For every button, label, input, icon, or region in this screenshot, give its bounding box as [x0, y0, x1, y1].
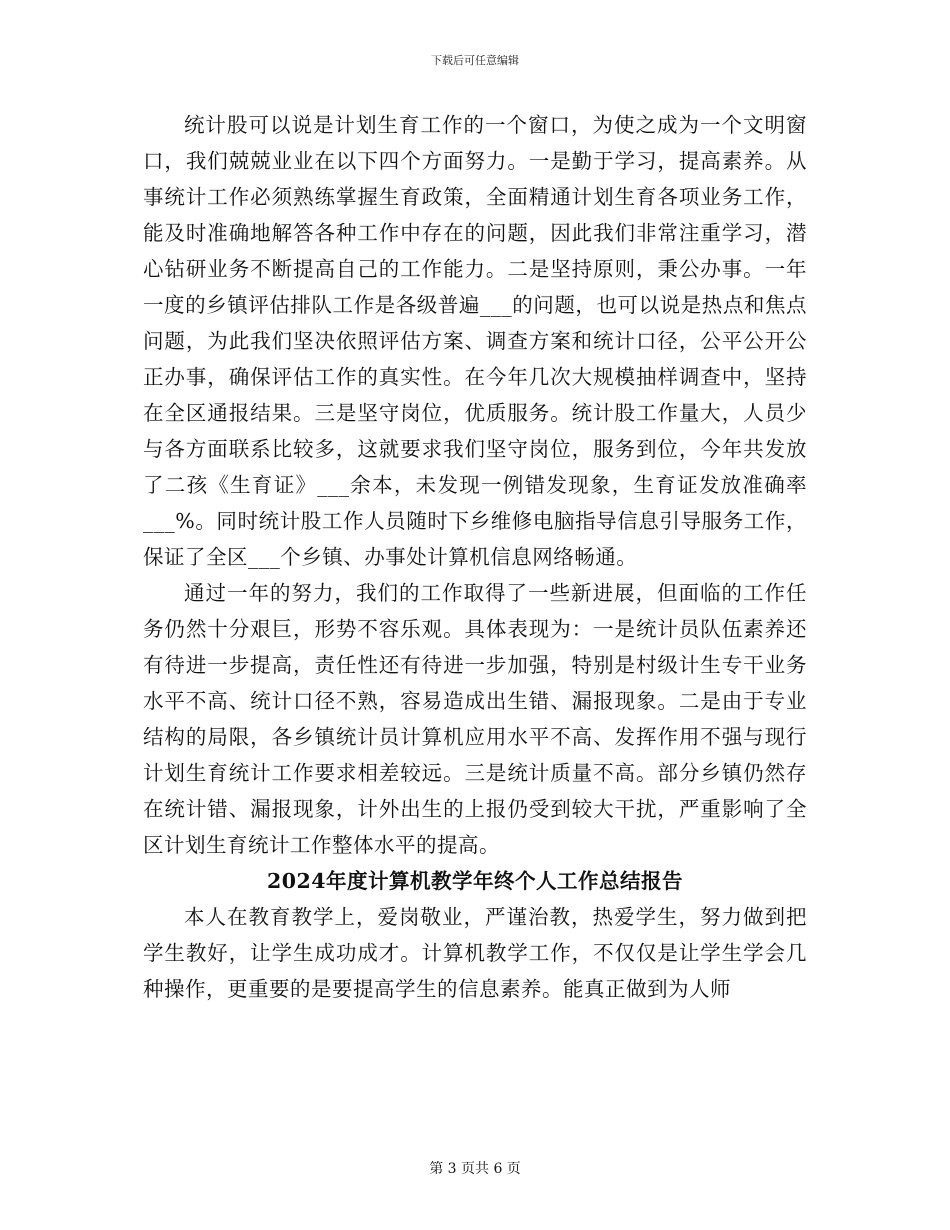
page-number: 第 3 页共 6 页: [429, 1161, 521, 1177]
page-header: 下载后可任意编辑: [431, 54, 519, 67]
section-title: 2024年度计算机教学年终个人工作总结报告: [266, 869, 684, 893]
paragraph: 统计股可以说是计划生育工作的一个窗口，为使之成为一个文明窗口，我们兢兢业业在以下四个方面努力。一是勤于学习，提高素养。从事统计工作必须熟练掌握生育政策，全面精通计划生育各项业务工作，能及时准确地解答各种工作中存在的问题，因此我们非常注重学习，潜心钻研业务不断提高自己的工作能力。二是坚持原则，秉公办事。一年一度的乡镇评估排队工作是各级普遍___的问题，也可以说是热点和焦点问题，为此我们坚决依照评估方案、调查方案和统计口径，公平公开公正办事，确保评估工作的真实性。在今年几次大规模抽样调查中，坚持在全区通报结果。三是坚守岗位，优质服务。统计股工作量大，人员少与各方面联系比较多，这就要求我们坚守岗位，服务到位，今年共发放了二孩《生育证》___余本，未发现一例错发现象，生育证发放准确率___%。同时统计股工作人员随时下乡维修电脑指导信息引导服务工作，保证了全区___个乡镇、办事处计算机信息网络畅通。: [143, 113, 807, 569]
paragraph: 通过一年的努力，我们的工作取得了一些新进展，但面临的工作任务仍然十分艰巨，形势不容乐观。具体表现为：一是统计员队伍素养还有待进一步提高，责任性还有待进一步加强，特别是村级计生专干业务水平不高、统计口径不熟，容易造成出生错、漏报现象。二是由于专业结构的局限，各乡镇统计员计算机应用水平不高、发挥作用不强与现行计划生育统计工作要求相差较远。三是统计质量不高。部分乡镇仍然存在统计错、漏报现象，计外出生的上报仍受到较大干扰，严重影响了全区计划生育统计工作整体水平的提高。: [143, 581, 807, 857]
paragraph: 本人在教育教学上，爱岗敬业，严谨治教，热爱学生，努力做到把学生教好，让学生成功成才。计算机教学工作，不仅仅是让学生学会几种操作，更重要的是要提高学生的信息素养。能真正做到为人师: [143, 905, 807, 1001]
document-body: [143, 107, 807, 1007]
